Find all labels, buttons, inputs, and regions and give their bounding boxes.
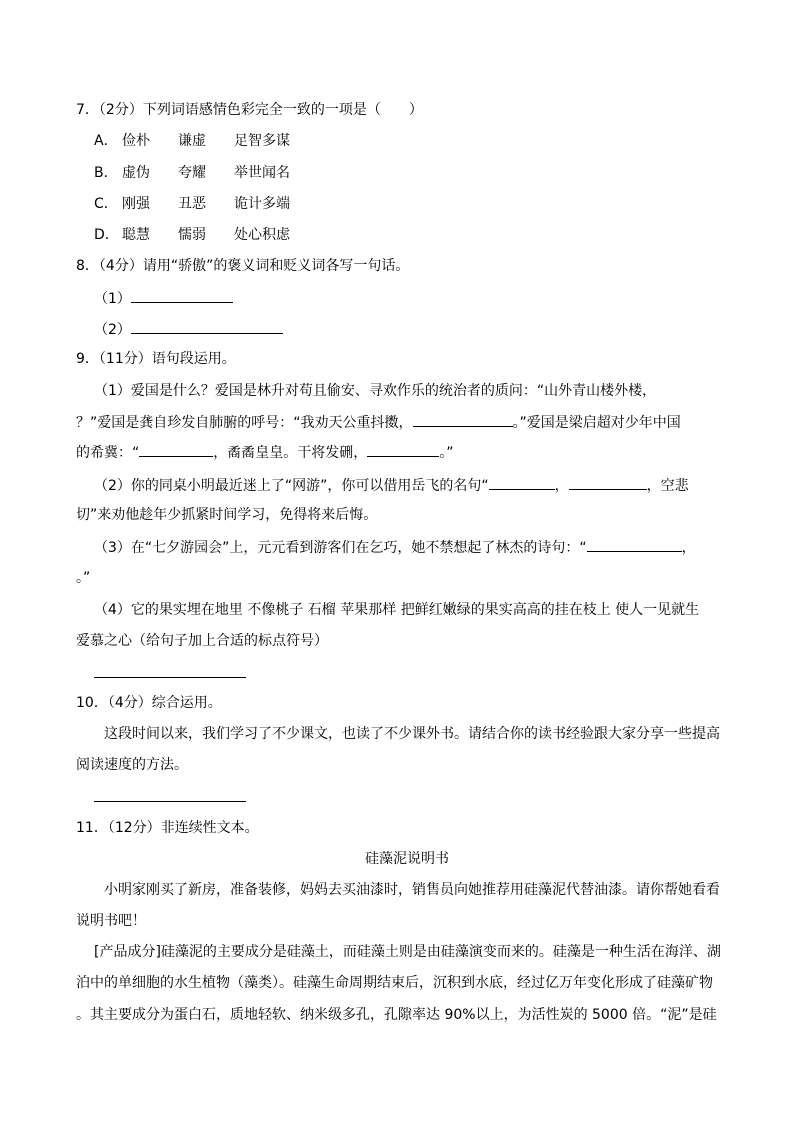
text: （3）在“七夕游园会”上，元元看到游客们在乞巧，她不禁想起了林杰的诗句：“ [94, 540, 587, 556]
q8-sub-1 [94, 288, 233, 309]
option-word: 懦弱 [178, 227, 206, 243]
q8-stem: 8．（4分）请用“骄傲”的褒义词和贬义词各写一句话。 [76, 258, 410, 274]
q9-p1-line2 [76, 412, 681, 433]
option-word: 处心积虑 [234, 227, 290, 243]
answer-line[interactable] [94, 677, 246, 678]
sub-label: （1） [94, 291, 131, 307]
answer-line[interactable] [94, 801, 246, 802]
option-word: 丑恶 [178, 196, 206, 212]
passage-line: [产品成分]硅藻泥的主要成分是硅藻土，而硅藻土则是由硅藻演变而来的。硅藻是一种生活在海洋、湖 [94, 944, 721, 960]
q9-p4-line2: 爱慕之心（给句子加上合适的标点符号） [76, 633, 328, 649]
text: ， [681, 540, 696, 556]
sub-label: （2） [94, 322, 131, 338]
option-letter: B． [94, 165, 118, 181]
q7-option-d[interactable] [94, 225, 290, 245]
text: ，矞矞皇皇。干将发硎， [213, 445, 368, 461]
q7-option-a[interactable] [94, 131, 290, 151]
option-word: 俭朴 [122, 133, 150, 149]
answer-blank[interactable] [413, 412, 513, 427]
answer-blank[interactable] [131, 288, 233, 303]
answer-blank[interactable] [587, 537, 682, 552]
text: ？”爱国是龚自珍发自肺腑的呼号：“我劝天公重抖擞， [76, 415, 413, 431]
q8-sub-2 [94, 319, 283, 340]
q7-option-b[interactable] [94, 163, 290, 183]
q7-stem: 7．（2分）下列词语感情色彩完全一致的一项是（ ） [76, 102, 423, 118]
text: 。” [439, 445, 454, 461]
option-word: 刚强 [122, 196, 150, 212]
answer-blank[interactable] [139, 442, 213, 457]
q11-stem: 11．（12分）非连续性文本。 [76, 820, 259, 836]
text: ， [554, 478, 569, 494]
answer-blank[interactable] [131, 319, 283, 334]
option-word: 诡计多端 [234, 196, 290, 212]
passage-line: 泊中的单细胞的水生植物（藻类）。硅藻生命周期结束后，沉积到水底，经过亿万年变化形成了硅藻矿物 [76, 975, 713, 991]
text: 的希冀：“ [76, 445, 140, 461]
passage-title: 硅藻泥说明书 [365, 851, 449, 867]
option-letter: A． [94, 133, 118, 149]
option-letter: D． [94, 227, 119, 243]
passage-line: 小明家刚买了新房，准备装修，妈妈去买油漆时，销售员向她推荐用硅藻泥代替油漆。请你帮她看看 [104, 882, 720, 898]
answer-blank[interactable] [489, 475, 555, 490]
option-word: 谦虚 [178, 133, 206, 149]
q9-p1-line1: （1）爱国是什么？爱国是林升对苟且偷安、寻欢作乐的统治者的质问：“山外青山楼外楼， [94, 383, 657, 399]
q9-stem: 9．（11分）语句段运用。 [76, 351, 236, 367]
option-word: 虚伪 [122, 165, 150, 181]
option-word: 举世闻名 [234, 165, 290, 181]
answer-blank[interactable] [367, 442, 439, 457]
text: （2）你的同桌小明最近迷上了“网游”，你可以借用岳飞的名句“ [94, 478, 489, 494]
q9-p1-line3 [76, 442, 454, 463]
q9-p4-line1: （4）它的果实埋在地里 不像桃子 石榴 苹果那样 把鲜红嫩绿的果实高高的挂在枝上 使人一见就生 [94, 602, 700, 618]
option-word: 夸耀 [178, 165, 206, 181]
q10-line1: 这段时间以来，我们学习了不少课文，也读了不少课外书。请结合你的读书经验跟大家分享一些提高 [104, 726, 720, 742]
text: ，空悲 [646, 478, 689, 494]
text: 。”爱国是梁启超对少年中国 [512, 415, 681, 431]
q10-line2: 阅读速度的方法。 [76, 757, 188, 773]
option-word: 聪慧 [122, 227, 150, 243]
q9-p2-line1 [94, 475, 689, 496]
q9-p3-line1 [94, 537, 696, 558]
q10-stem: 10．（4分）综合运用。 [76, 695, 222, 711]
passage-line: 。其主要成分为蛋白石，质地轻软、纳米级多孔，孔隙率达 90%以上，为活性炭的 5000 倍。“泥”是硅 [76, 1007, 717, 1023]
q9-p3-line2: 。” [76, 570, 91, 586]
q7-option-c[interactable] [94, 194, 290, 214]
passage-line: 说明书吧！ [76, 913, 146, 929]
option-word: 足智多谋 [234, 133, 290, 149]
option-letter: C． [94, 196, 118, 212]
answer-blank[interactable] [569, 475, 647, 490]
q9-p2-line2: 切”来劝他趁年少抓紧时间学习，免得将来后悔。 [76, 507, 378, 523]
